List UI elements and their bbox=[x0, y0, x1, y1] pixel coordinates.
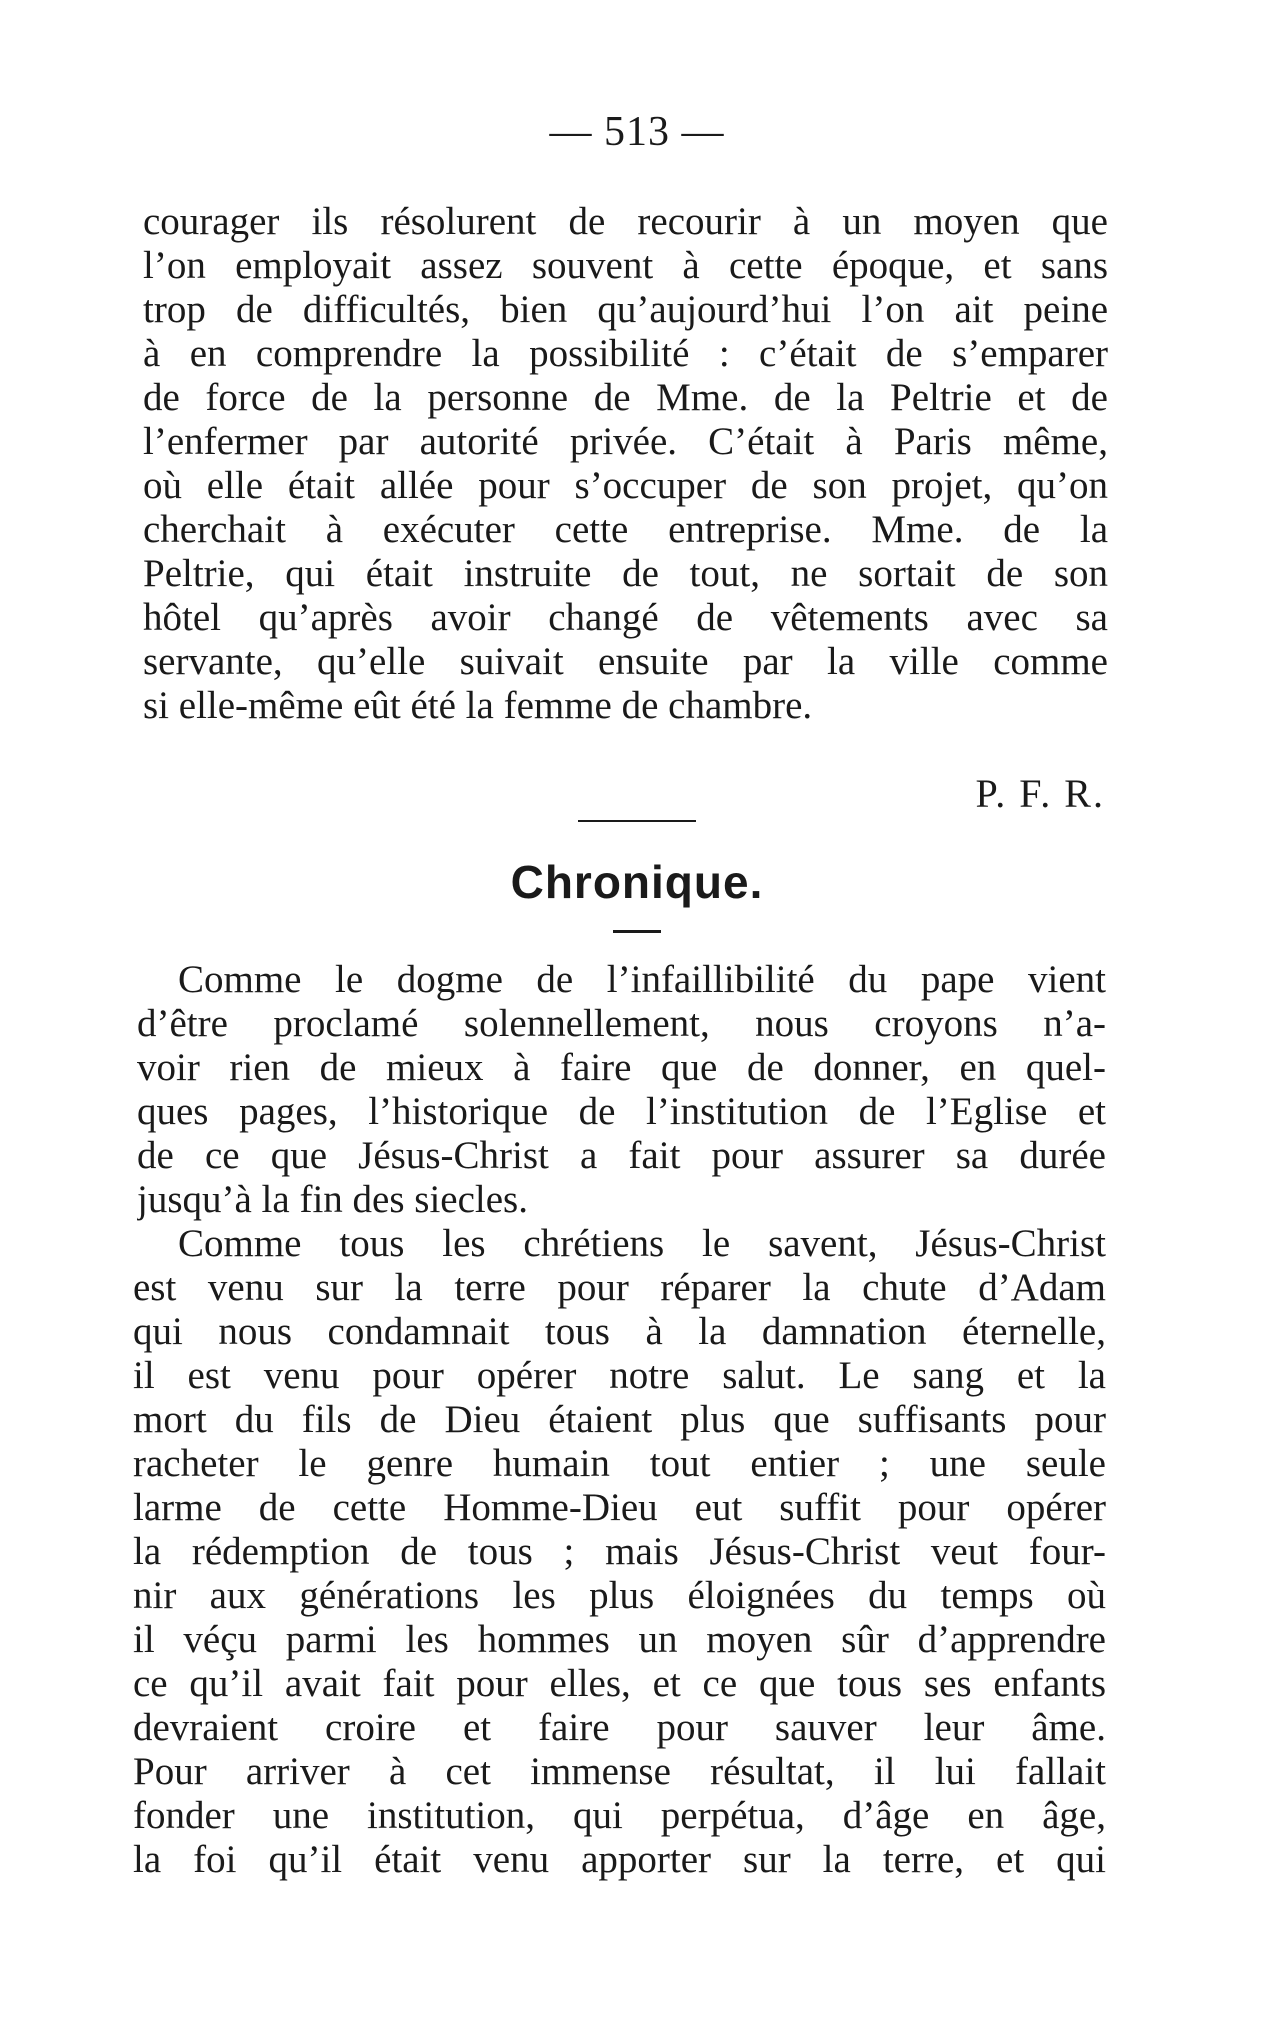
text-line: Pour arriver à cet immense résultat, il lui fallait bbox=[133, 1750, 1106, 1793]
text-line: de force de la personne de Mme. de la Peltrie et de bbox=[143, 376, 1108, 419]
page-number: — 513 — bbox=[549, 109, 725, 155]
text-line: fonder une institution, qui perpétua, d’âge en âge, bbox=[133, 1794, 1106, 1837]
text-line: larme de cette Homme-Dieu eut suffit pour opérer bbox=[133, 1486, 1106, 1529]
text-line: ce qu’il avait fait pour elles, et ce que tous ses enfants bbox=[133, 1662, 1106, 1705]
author-signature: P. F. R. bbox=[975, 771, 1105, 816]
text-line: ques pages, l’historique de l’institution de l’Eglise et bbox=[137, 1090, 1106, 1133]
text-line: l’enfermer par autorité privée. C’était à Paris même, bbox=[143, 420, 1108, 463]
section-heading: Chronique. bbox=[510, 856, 764, 908]
text-line: cherchait à exécuter cette entreprise. Mme. de la bbox=[143, 508, 1108, 551]
text-line: la foi qu’il était venu apporter sur la terre, et qui bbox=[133, 1838, 1106, 1881]
text-line: voir rien de mieux à faire que de donner, en quel- bbox=[137, 1046, 1106, 1089]
text-line: Peltrie, qui était instruite de tout, ne sortait de son bbox=[143, 552, 1108, 595]
text-line: il véçu parmi les hommes un moyen sûr d’apprendre bbox=[133, 1618, 1106, 1661]
text-line: l’on employait assez souvent à cette époque, et sans bbox=[143, 244, 1108, 287]
text-line: qui nous condamnait tous à la damnation éternelle, bbox=[133, 1310, 1106, 1353]
text-line: trop de difficultés, bien qu’aujourd’hui l’on ait peine bbox=[143, 288, 1108, 331]
text-line: Comme le dogme de l’infaillibilité du pape vient bbox=[178, 958, 1106, 1001]
text-line: racheter le genre humain tout entier ; une seule bbox=[133, 1442, 1106, 1485]
text-line: nir aux générations les plus éloignées du temps où bbox=[133, 1574, 1106, 1617]
text-line: Comme tous les chrétiens le savent, Jésus-Christ bbox=[178, 1222, 1106, 1265]
text-line: mort du fils de Dieu étaient plus que suffisants pour bbox=[133, 1398, 1106, 1441]
section-divider bbox=[578, 820, 696, 822]
text-line: à en comprendre la possibilité : c’était de s’emparer bbox=[143, 332, 1108, 375]
text-line: il est venu pour opérer notre salut. Le sang et la bbox=[133, 1354, 1106, 1397]
text-line: servante, qu’elle suivait ensuite par la ville comme bbox=[143, 640, 1108, 683]
text-line: de ce que Jésus-Christ a fait pour assurer sa durée bbox=[137, 1134, 1106, 1177]
text-line: d’être proclamé solennellement, nous croyons n’a- bbox=[137, 1002, 1106, 1045]
text-line: si elle-même eût été la femme de chambre. bbox=[143, 684, 813, 727]
heading-underline bbox=[613, 930, 661, 933]
text-line: jusqu’à la fin des siecles. bbox=[137, 1178, 528, 1221]
text-line: où elle était allée pour s’occuper de son projet, qu’on bbox=[143, 464, 1108, 507]
text-line: hôtel qu’après avoir changé de vêtements avec sa bbox=[143, 596, 1108, 639]
text-line: courager ils résolurent de recourir à un moyen que bbox=[143, 200, 1108, 243]
text-line: devraient croire et faire pour sauver leur âme. bbox=[133, 1706, 1106, 1749]
text-line: la rédemption de tous ; mais Jésus-Christ veut four- bbox=[133, 1530, 1106, 1573]
text-line: est venu sur la terre pour réparer la chute d’Adam bbox=[133, 1266, 1106, 1309]
